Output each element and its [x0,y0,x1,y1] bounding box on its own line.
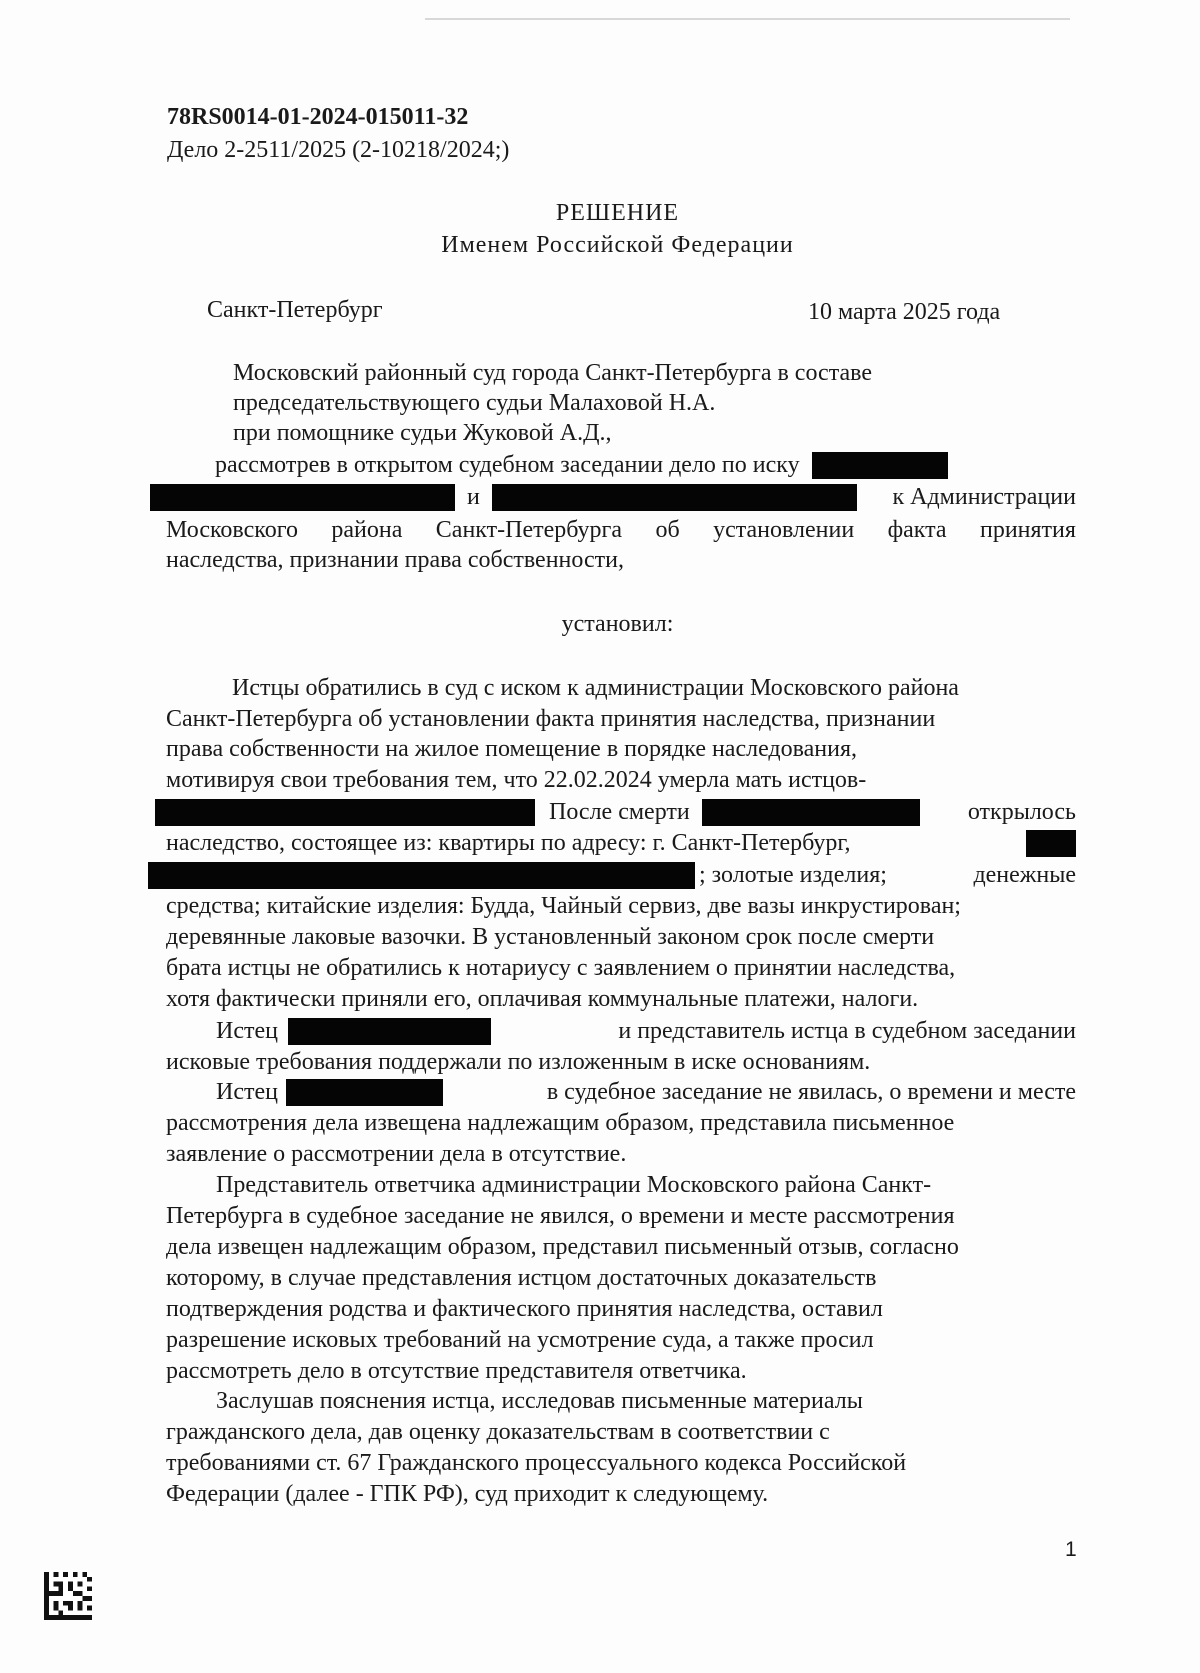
court-line: рассмотрев в открытом судебном заседании дело по иску [215,450,1076,480]
p4-line: рассмотреть дело в отсутствие представителя ответчика. [166,1358,747,1384]
p5-line: Федерации (далее - ГПК РФ), суд приходит к следующему. [166,1481,769,1507]
p1-line: наследство, состоящее из: квартиры по адресу: г. Санкт-Петербург, [166,828,1076,858]
redaction-block [492,484,857,511]
court-line: председательствующего судьи Малаховой Н.А. [233,390,716,416]
redaction-block [148,862,695,889]
redaction-block [286,1079,443,1106]
p4-line: подтверждения родства и фактического принятия наследства, оставил [166,1296,883,1322]
redaction-block [288,1018,491,1045]
page-number: 1 [1065,1538,1077,1561]
court-line: Московский районный суд города Санкт-Петербурга в составе [233,360,872,386]
p2-line: Истец и представитель истца в судебном заседании [216,1018,1076,1044]
p4-line: Представитель ответчика администрации Московского района Санкт- [216,1172,932,1198]
p4-line: которому, в случае представления истцом достаточных доказательств [166,1265,877,1291]
court-line: наследства, признании права собственности, [166,547,624,573]
datamatrix-code-icon [43,1572,93,1620]
p1-line: права собственности на жилое помещение в порядке наследования, [166,736,858,762]
p5-line: гражданского дела, дав оценку доказательствам в соответствии с [166,1419,830,1445]
redaction-block [155,799,535,826]
case-id: 78RS0014-01-2024-015011-32 [167,104,469,130]
p4-line: разрешение исковых требований на усмотрение суда, а также просил [166,1327,874,1353]
p1-line: мотивируя свои требования тем, что 22.02.2024 умерла мать истцов- [166,767,867,793]
p1-line: хотя фактически приняли его, оплачивая коммунальные платежи, налоги. [166,986,919,1012]
redaction-block [812,452,948,479]
document-title: РЕШЕНИЕ [555,200,680,226]
p1-line: брата истцы не обратились к нотариусу с заявлением о принятии наследства, [166,955,956,981]
court-line: и к Администрации [150,482,1076,512]
redaction-block [150,484,455,511]
p5-line: Заслушав пояснения истца, исследовав письменные материалы [216,1388,863,1414]
p4-line: дела извещен надлежащим образом, представил письменный отзыв, согласно [166,1234,959,1260]
p3-line: заявление о рассмотрении дела в отсутствие. [166,1141,627,1167]
p1-line: ; золотые изделия; денежные [148,860,1076,890]
court-line: Московского района Санкт-Петербурга об установлении факта принятия [166,517,1076,543]
p3-line: Истец в судебное заседание не явилась, о времени и месте [216,1079,1076,1105]
p5-line: требованиями ст. 67 Гражданского процессуального кодекса Российской [166,1450,907,1476]
redaction-block [702,799,920,826]
city: Санкт-Петербург [207,297,383,323]
p1-line: После смерти открылось [155,797,1076,827]
p1-line: деревянные лаковые вазочки. В установленный законом срок после смерти [166,924,935,950]
decision-date: 10 марта 2025 года [808,299,1001,325]
scan-artifact-line [425,18,1070,20]
redaction-block [1026,830,1076,857]
court-line: при помощнике судьи Жуковой А.Д., [233,420,612,446]
p1-line: Санкт-Петербурга об установлении факта принятия наследства, признании [166,706,936,732]
p3-line: рассмотрения дела извещена надлежащим образом, представила письменное [166,1110,955,1136]
established-heading: установил: [561,611,674,637]
document-subtitle: Именем Российской Федерации [441,232,794,258]
p1-line: средства; китайские изделия: Будда, Чайный сервиз, две вазы инкрустирован; [166,893,961,919]
p2-line: исковые требования поддержали по изложенным в иске основаниям. [166,1049,871,1075]
case-number: Дело 2-2511/2025 (2-10218/2024;) [167,137,510,163]
p1-line: Истцы обратились в суд с иском к администрации Московского района [232,675,959,701]
p4-line: Петербурга в судебное заседание не явился, о времени и месте рассмотрения [166,1203,955,1229]
